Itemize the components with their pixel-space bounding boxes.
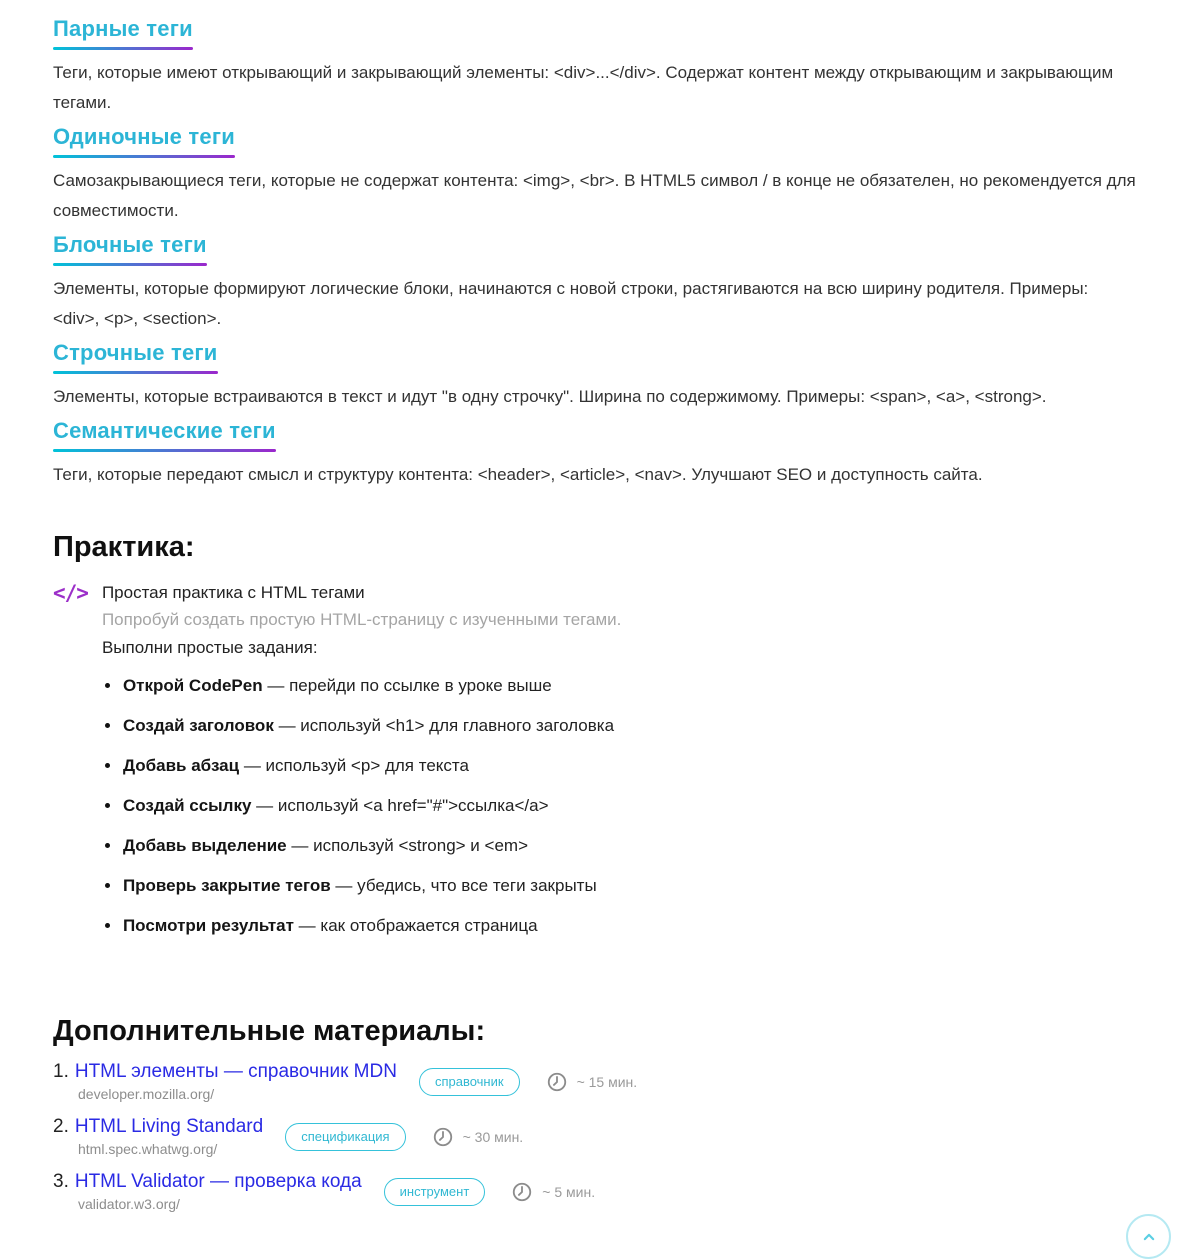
section-paragraph: Элементы, которые формируют логические блоки, начинаются с новой строки, растягиваются на всю ширину родителя. Примеры: <div>, <p>, <section>.: [53, 279, 1089, 328]
materials-section: [53, 1014, 1137, 1213]
material-item: [53, 1115, 1137, 1158]
material-text-block: [53, 1060, 397, 1103]
material-link[interactable]: HTML элементы — справочник MDN: [74, 1061, 397, 1082]
clock-icon: [432, 1126, 454, 1148]
practice-body: [102, 580, 621, 954]
section-heading-text: Семантические теги: [53, 418, 276, 452]
code-icon: </>: [53, 581, 88, 605]
task-item: [102, 794, 621, 818]
section-heading: [53, 418, 1137, 452]
section-heading: [53, 124, 1137, 158]
task-item: [102, 714, 621, 738]
practice-title: Простая практика с HTML тегами: [101, 583, 365, 602]
section-paragraph: Теги, которые передают смысл и структуру контента: <header>, <article>, <nav>. Улучшают SEO и доступность сайта.: [53, 465, 983, 484]
task-item: [102, 674, 621, 698]
material-url: validator.w3.org/: [78, 1196, 180, 1212]
task-title: Создай ссылку: [122, 796, 252, 815]
material-duration: ~ 30 мин.: [462, 1128, 524, 1145]
practice-section: [53, 530, 1137, 954]
clock-icon: [546, 1071, 568, 1093]
practice-tasks-intro: Выполни простые задания:: [101, 638, 318, 657]
material-duration: ~ 5 мин.: [542, 1183, 596, 1200]
task-item: [102, 834, 621, 858]
clock-icon: [511, 1181, 533, 1203]
material-link-line: [53, 1115, 263, 1139]
material-badge: инструмент: [384, 1178, 486, 1206]
material-badge: спецификация: [285, 1123, 405, 1151]
task-description: — перейди по ссылке в уроке выше: [267, 676, 552, 695]
section-heading-text: Строчные теги: [53, 340, 218, 374]
material-link-line: [53, 1060, 397, 1084]
practice-item: [53, 580, 1137, 954]
material-time-block: [546, 1071, 638, 1093]
material-time-block: [432, 1126, 524, 1148]
task-item: [102, 874, 621, 898]
task-description: — как отображается страница: [298, 916, 538, 935]
material-number: 3.: [53, 1171, 69, 1192]
task-description: — используй <h1> для главного заголовка: [278, 716, 615, 735]
section-single-tags: [53, 124, 1137, 226]
chevron-up-icon: [1139, 1227, 1159, 1247]
section-heading: [53, 232, 1137, 266]
material-url: html.spec.whatwg.org/: [78, 1141, 218, 1157]
section-heading: [53, 340, 1137, 374]
task-description: — используй <a href="#">ссылка</a>: [256, 796, 549, 815]
section-heading-text: Одиночные теги: [53, 124, 235, 158]
section-heading-text: Парные теги: [53, 16, 193, 50]
task-item: [102, 914, 621, 938]
scroll-to-top-button[interactable]: [1126, 1214, 1171, 1259]
task-title: Добавь выделение: [122, 836, 287, 855]
material-link-line: [53, 1170, 362, 1194]
section-semantic-tags: [53, 418, 1137, 490]
material-link[interactable]: HTML Living Standard: [74, 1116, 264, 1137]
task-description: — используй <p> для текста: [243, 756, 469, 775]
practice-subtitle: Попробуй создать простую HTML-страницу с изученными тегами.: [101, 610, 622, 629]
material-duration: ~ 15 мин.: [576, 1073, 638, 1090]
task-title: Открой CodePen: [122, 676, 263, 695]
section-paragraph: Теги, которые имеют открывающий и закрывающий элементы: <div>...</div>. Содержат контент между открывающим и закрывающим тегами.: [53, 63, 1114, 112]
material-text-block: [53, 1115, 263, 1158]
task-title: Добавь абзац: [122, 756, 240, 775]
material-item: [53, 1060, 1137, 1103]
section-paragraph: Самозакрывающиеся теги, которые не содержат контента: <img>, <br>. В HTML5 символ / в конце не обязателен, но рекомендуется для совместимости.: [53, 171, 1136, 220]
task-description: — используй <strong> и <em>: [291, 836, 528, 855]
material-number: 2.: [53, 1116, 69, 1137]
material-badge: справочник: [419, 1068, 520, 1096]
material-link[interactable]: HTML Validator — проверка кода: [74, 1171, 362, 1192]
material-item: [53, 1170, 1137, 1213]
material-number: 1.: [53, 1061, 69, 1082]
task-list: [102, 674, 621, 938]
material-time-block: [511, 1181, 595, 1203]
section-paired-tags: [53, 16, 1137, 118]
material-text-block: [53, 1170, 362, 1213]
section-heading: [53, 16, 1137, 50]
task-title: Проверь закрытие тегов: [122, 876, 331, 895]
task-description: — убедись, что все теги закрыты: [335, 876, 597, 895]
section-inline-tags: [53, 340, 1137, 412]
section-paragraph: Элементы, которые встраиваются в текст и идут "в одну строчку". Ширина по содержимому. Примеры: <span>, <a>, <strong>.: [53, 387, 1047, 406]
section-heading-text: Блочные теги: [53, 232, 207, 266]
material-url: developer.mozilla.org/: [78, 1086, 215, 1102]
materials-heading: Дополнительные материалы:: [53, 1015, 486, 1047]
section-block-tags: [53, 232, 1137, 334]
task-item: [102, 754, 621, 778]
task-title: Создай заголовок: [122, 716, 274, 735]
materials-list: [53, 1060, 1137, 1213]
practice-heading: Практика:: [53, 531, 195, 563]
task-title: Посмотри результат: [122, 916, 294, 935]
